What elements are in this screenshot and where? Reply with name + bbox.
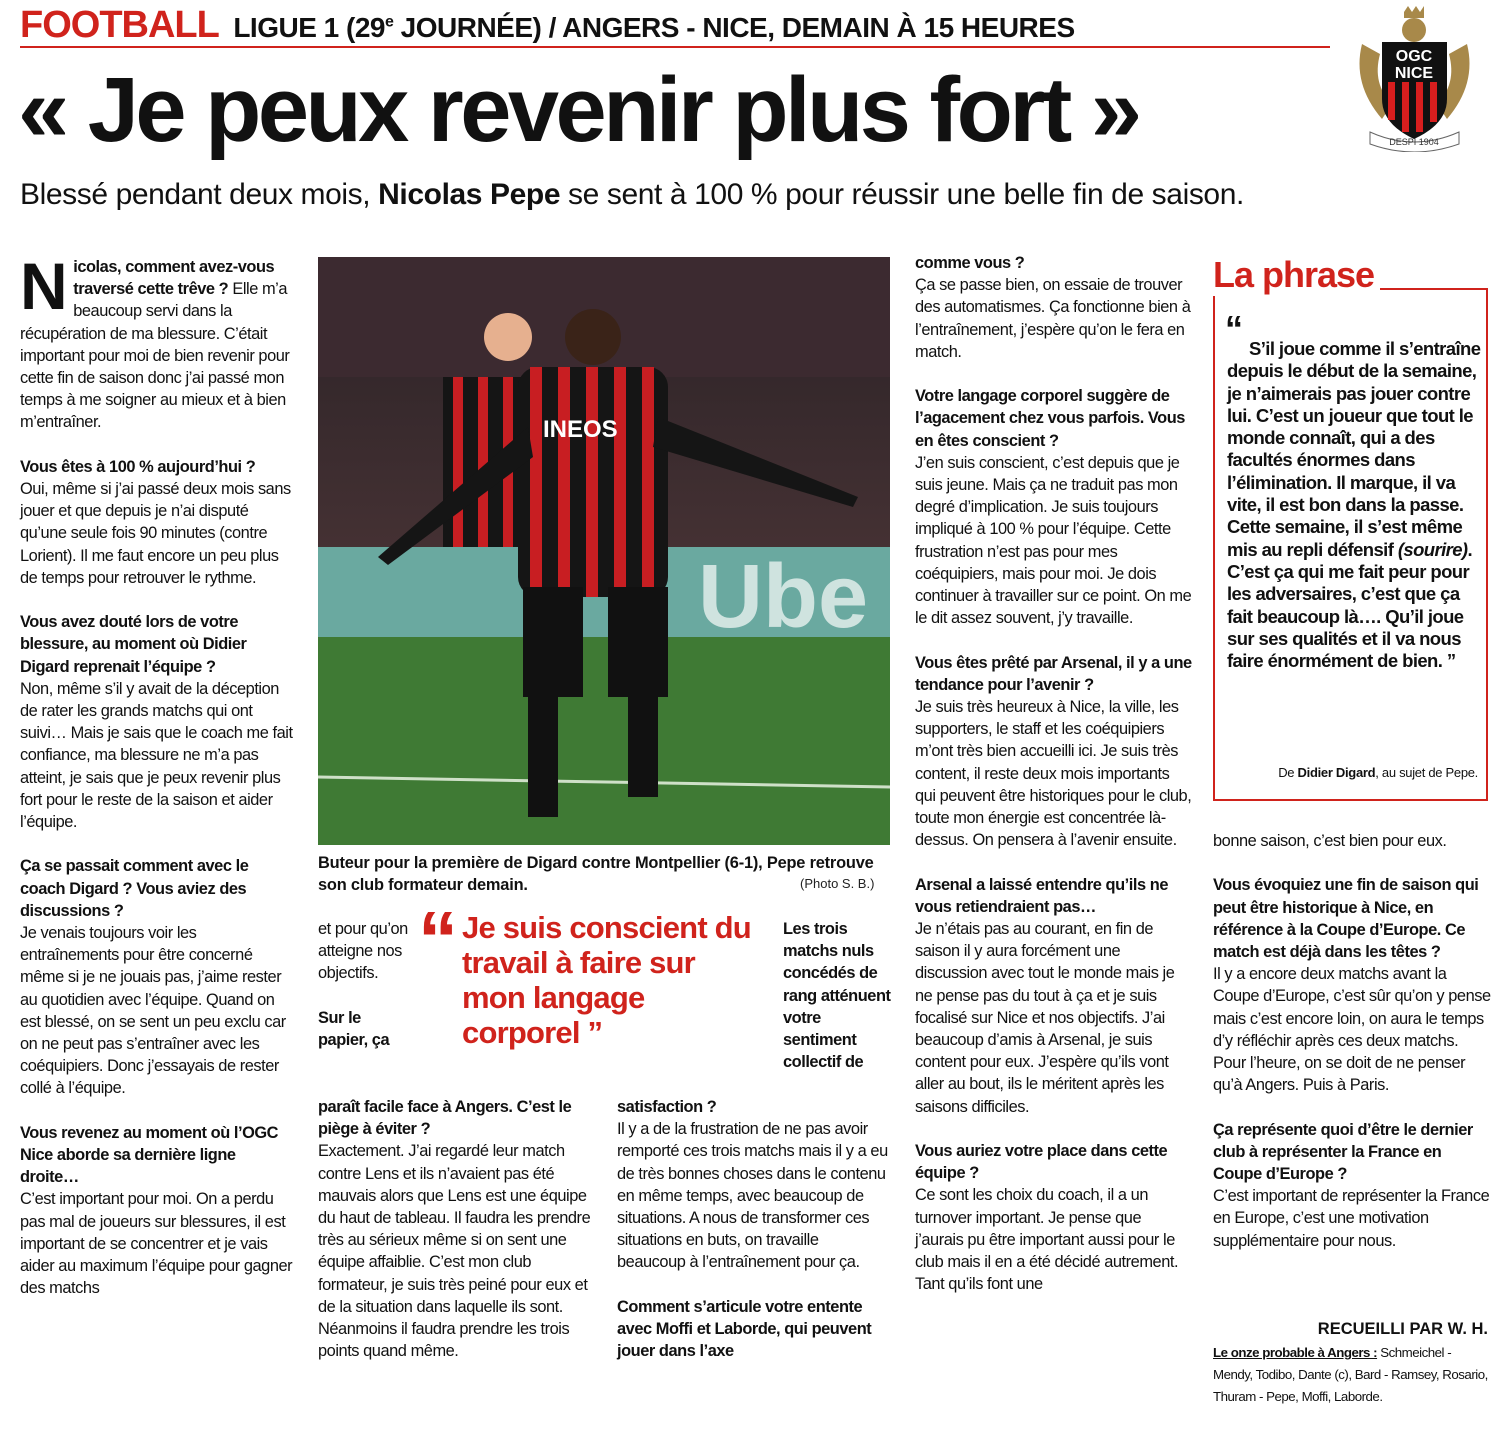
interview-answer: Oui, même si j’ai passé deux mois sans jouer et que depuis je n’ai disputé qu’une seule fois 90 minutes (contre Lorient). Il me faut encore un peu plus de temps pour retrouver le rythme.	[20, 480, 291, 587]
pull-quote	[418, 895, 758, 1050]
quote-mark-icon: “	[418, 895, 458, 984]
probable-lineup	[1213, 1342, 1491, 1408]
interview-question: Ça représente quoi d’être le dernier club à représenter la France en Coupe d’Europe ?	[1213, 1120, 1473, 1184]
interview-answer: C’est important pour moi. On a perdu pas mal de joueurs sur blessures, il est important de se concentrer et je vais aider au maximum l’équipe pour gagner des matchs	[20, 1190, 293, 1298]
interview-question: Sur le papier, ça	[318, 1008, 390, 1049]
interview-answer: Il y a de la frustration de ne pas avoir remporté ces trois matchs mais il y a eu de très bonnes choses dans le contenu en même temps, avec beaucoup de situations. A nous de transformer ces situations en buts, on travaille beaucoup à l’entraînement pour ça.	[617, 1120, 888, 1272]
interview-question: Ça se passait comment avec le coach Digard ? Vous aviez des discussions ?	[20, 857, 249, 920]
column-4	[915, 252, 1193, 1318]
red-rule	[20, 46, 1330, 48]
ogc-nice-logo	[1352, 4, 1477, 152]
interview-block	[783, 918, 891, 1073]
interview-answer: Je n’étais pas au courant, en fin de saison il y aura forcément une discussion avec tout le monde mais je ne pense pas du tout à ça et je suis focalisé sur Nice et nos objectifs. J’ai beaucoup d’amis à Arsenal, je suis content pour eux. J’espère qu’ils vont aller au bout, ils le méritent après les saisons difficiles.	[915, 920, 1175, 1116]
interview-question: Les trois matchs nuls concédés de rang atténuent votre sentiment collectif de	[783, 920, 891, 1072]
phrase-quote	[1227, 338, 1482, 672]
column-1	[20, 249, 296, 1322]
interview-block	[20, 611, 296, 833]
interview-answer: Je suis très heureux à Nice, la ville, les supporters, le staff et les coéquipiers m’ont très bien accueilli ici. Je suis très content, il reste deux mois importants qui peuvent être historiques pour le club, toute mon énergie est concentrée là-dessus. On pensera à l’avenir ensuite.	[915, 698, 1192, 850]
interview-answer: et pour qu’on atteigne nos objectifs.	[318, 920, 408, 983]
interview-block	[915, 652, 1193, 852]
phrase-text-1: S’il joue comme il s’entraîne depuis le début de la semaine, je n’aimerais pas jouer contre lui. C’est un joueur que tout le monde connaît, qui a des facultés énormes dans l’élimination. Il marque, il va vite, il est bon dans la passe. Cette semaine, il s’est même mis au repli défensif	[1227, 338, 1481, 560]
interview-question: satisfaction ?	[617, 1098, 717, 1116]
column-3	[617, 1096, 891, 1385]
interview-block	[20, 249, 296, 434]
interview-answer: Je venais toujours voir les entraînements pour être concerné même si je ne jouais pas, j’aime rester au quotidien avec l’équipe. Quand on est blessé, on se sent un peu exclu car on ne peut pas s’entraîner avec les coéquipiers. Donc j’essayais de rester collé à l’équipe.	[20, 924, 286, 1098]
ad-board-text: Ube	[698, 547, 869, 647]
interview-block	[318, 1096, 596, 1362]
interview-question: icolas, comment avez-vous traversé cette trêve ?	[73, 258, 275, 299]
interview-block	[1213, 830, 1491, 852]
lineup-label: Le onze probable à Angers :	[1213, 1345, 1378, 1360]
phrase-source	[1213, 765, 1478, 780]
open-quote-icon: “	[1225, 308, 1243, 349]
interview-block	[20, 1122, 296, 1300]
interview-question: Comment s’articule votre entente avec Moffi et Laborde, qui peuvent jouer dans l’axe	[617, 1297, 872, 1361]
headline: « Je peux revenir plus fort »	[18, 59, 1139, 161]
column-2	[318, 1096, 596, 1385]
interview-block	[915, 1140, 1193, 1295]
interview-question: Vous auriez votre place dans cette équipe ?	[915, 1142, 1168, 1183]
interview-block	[318, 918, 408, 985]
column-3-narrow	[783, 918, 891, 1096]
interview-block	[318, 1007, 408, 1051]
interview-block	[20, 456, 296, 589]
interview-block	[915, 385, 1193, 629]
interview-block	[617, 1096, 891, 1274]
photo-credit: (Photo S. B.)	[800, 876, 875, 891]
section-kicker	[20, 4, 1075, 47]
interview-answer: Non, même s’il y avait de la déception de rater les grands matchs qui ont suivi… Mais je sais que le coach me fait confiance, ma blessure ne m’a pas atteint, je sais que je peux revenir plus fort pour le reste de la saison et aider l’équipe.	[20, 679, 293, 832]
interview-question: Vous êtes à 100 % aujourd’hui ?	[20, 457, 256, 476]
interview-answer: J’en suis conscient, c’est depuis que je suis jeune. Mais ça ne traduit pas mon degré d’implication. Je suis toujours impliqué à 100 % pour l’équipe. Cette frustration n’est pas pour mes coéquipiers, mais pour moi. Je dois continuer à travailler sur ce point. On me le dit assez souvent, j’y travaille.	[915, 453, 1192, 628]
interview-answer: Ce sont les choix du coach, il a un turnover important. Je pense que j’aurais pu être important aussi pour le club mais il en a été décidé autrement. Tant qu’ils font une	[915, 1186, 1179, 1294]
interview-answer: Il y a encore deux matchs avant la Coupe d’Europe, c’est sûr qu’on y pense mais c’est encore loin, on aura le temps d’y réfléchir après ces deux matchs. Pour l’heure, on se doit de ne penser qu’à Angers. Puis à Paris.	[1213, 965, 1491, 1095]
interview-block	[617, 1296, 891, 1363]
interview-question: Votre langage corporel suggère de l’agacement chez vous parfois. Vous en êtes conscient ?	[915, 387, 1185, 450]
interview-answer: Elle m’a beaucoup servi dans la récupération de ma blessure. C’était important pour moi de bien revenir pour cette fin de saison donc j’ai passé mon temps à me soigner au mieux et à bien m’entraîner.	[20, 280, 290, 432]
interview-question: Vous évoquiez une fin de saison qui peut être historique à Nice, en référence à la Coupe d’Europe. Ce match est déjà dans les têtes ?	[1213, 876, 1479, 961]
interview-answer: C’est important de représenter la France en Europe, c’est une motivation supplémentaire pour nous.	[1213, 1187, 1490, 1250]
drop-cap: N	[20, 249, 68, 323]
interview-block	[915, 874, 1193, 1118]
interview-block	[915, 252, 1193, 363]
interview-question: paraît facile face à Angers. C’est le piège à éviter ?	[318, 1098, 572, 1139]
interview-question: comme vous ?	[915, 254, 1025, 272]
source-pre: De	[1278, 765, 1298, 780]
byline: RECUEILLI PAR W. H.	[1317, 1320, 1488, 1338]
interview-block	[20, 855, 296, 1099]
phrase-text-2: . C’est ça qui me fait peur pour les adversaires, c’est que ça fait beaucoup là…. Qu’il joue sur ses qualités et il va nous faire énormément de bien. ”	[1227, 538, 1473, 672]
interview-answer: bonne saison, c’est bien pour eux.	[1213, 832, 1447, 850]
source-name: Didier Digard	[1297, 765, 1376, 780]
interview-block	[1213, 874, 1491, 1096]
subtitle-name: Nicolas Pepe	[378, 178, 561, 211]
match-info-text: LIGUE 1 (29	[233, 12, 385, 43]
svg-text:OGC: OGC	[1395, 48, 1433, 65]
svg-text:DESPI 1904: DESPI 1904	[1389, 137, 1439, 147]
subtitle-pre: Blessé pendant deux mois,	[20, 178, 379, 211]
source-post: , au sujet de Pepe.	[1375, 765, 1478, 780]
lineup-players: Schmeichel - Mendy, Todibo, Dante (c), Bard - Ramsey, Rosario, Thuram - Pepe, Moffi, Laborde.	[1213, 1345, 1488, 1404]
phrase-italic: (sourire)	[1397, 538, 1468, 560]
column-5	[1213, 830, 1491, 1274]
column-2-narrow	[318, 918, 408, 1073]
interview-question: Arsenal a laissé entendre qu’ils ne vous retiendraient pas…	[915, 875, 1168, 916]
interview-question: Vous êtes prêté par Arsenal, il y a une tendance pour l’avenir ?	[915, 653, 1192, 694]
match-photo	[318, 257, 890, 845]
interview-question: Vous avez douté lors de votre blessure, au moment où Didier Digard reprenait l’équipe ?	[20, 613, 247, 676]
phrase-title: La phrase	[1213, 254, 1380, 296]
match-info-rest: JOURNÉE) / ANGERS - NICE, DEMAIN À 15 HEURES	[393, 12, 1075, 43]
shirt-sponsor: INEOS	[543, 416, 618, 443]
subtitle	[20, 178, 1244, 212]
match-info-sup: e	[384, 13, 394, 31]
pull-quote-text: Je suis conscient du travail à faire sur mon langage corporel ”	[462, 910, 751, 1050]
interview-answer: Ça se passe bien, on essaie de trouver des automatismes. Ça fonctionne bien à l’entraînement, j’espère qu’on le fera en match.	[915, 276, 1191, 361]
interview-answer: Exactement. J’ai regardé leur match contre Lens et ils n’avaient pas été mauvais alors que Lens est une équipe du haut de tableau. Il faudra les prendre très au sérieux même si on sent une équipe affaiblie. C’est mon club formateur, je suis très peiné pour eux et de la situation dans laquelle ils sont. Néanmoins il faudra prendre les trois points quand même.	[318, 1142, 591, 1361]
match-info	[233, 12, 1074, 43]
svg-text:NICE: NICE	[1394, 65, 1434, 82]
interview-question: Vous revenez au moment où l’OGC Nice aborde sa dernière ligne droite…	[20, 1123, 279, 1187]
interview-block	[1213, 1119, 1491, 1252]
photo-caption: Buteur pour la première de Digard contre Montpellier (6-1), Pepe retrouve son club formateur demain.	[318, 854, 874, 894]
subtitle-post: se sent à 100 % pour réussir une belle fin de saison.	[560, 178, 1244, 211]
sport-label: FOOTBALL	[20, 4, 219, 46]
